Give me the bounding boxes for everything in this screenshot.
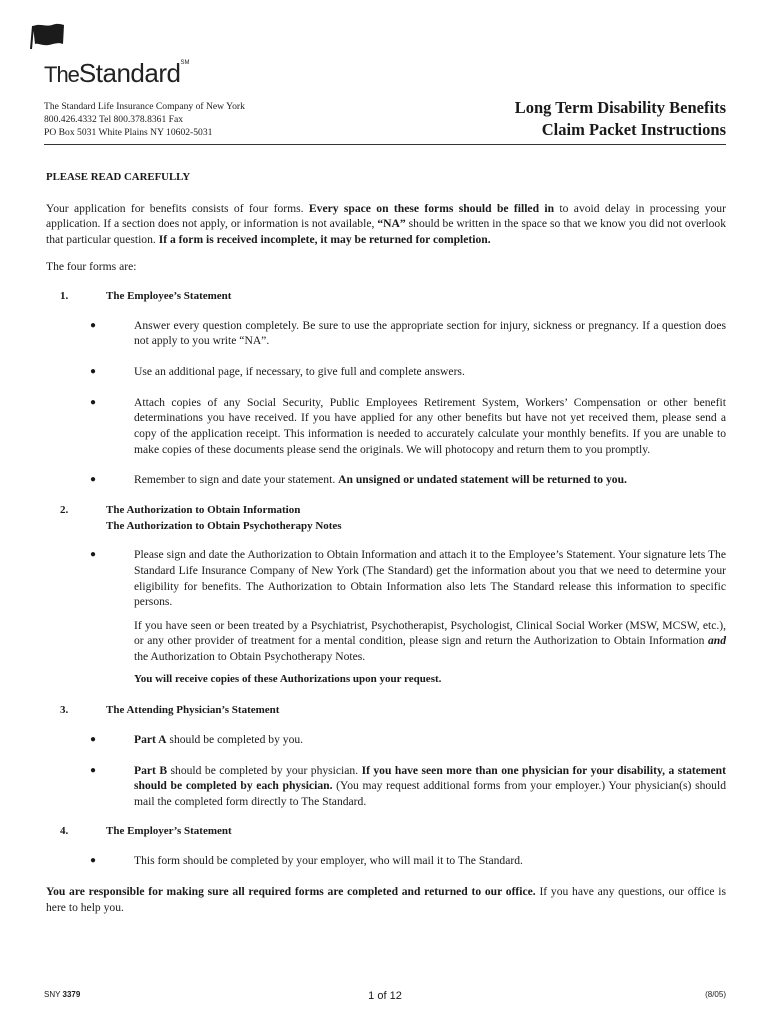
four-forms-label: The four forms are:: [46, 260, 137, 274]
address-line-company: The Standard Life Insurance Company of New York: [44, 101, 245, 112]
address-line-phone: 800.426.4332 Tel 800.378.8361 Fax: [44, 114, 184, 125]
list-item: ● Use an additional page, if necessary, to give full and complete answers.: [46, 364, 726, 380]
bullet-icon: ●: [90, 365, 97, 377]
form-title: The Employee’s Statement: [106, 289, 232, 302]
intro-paragraph: Your application for benefits consists of four forms. Every space on these forms should be filled in to avoid delay in processing your application. If a section does not apply, or information is not available, “NA” should be written in the space so that we know you did not overlook that particular question. If a form is received incomplete, it may be returned for completion.: [46, 201, 726, 246]
closing-paragraph: You are responsible for making sure all required forms are completed and returned to our office. If you have any questions, our office is here to help you.: [46, 885, 726, 914]
form-number: 3.: [60, 704, 69, 717]
list-item: ● Answer every question completely. Be sure to use the appropriate section for injury, sickness or pregnancy. If a question does not apply to you write “NA”.: [46, 318, 726, 349]
page-footer: [44, 990, 726, 1004]
form-title: The Authorization to Obtain Information The Authorization to Obtain Psychotherapy Notes: [106, 504, 342, 532]
form-number: 4.: [60, 825, 69, 838]
title-line-2: Claim Packet Instructions: [541, 120, 726, 139]
list-item: ● Remember to sign and date your statement. An unsigned or undated statement will be returned to you.: [46, 472, 726, 488]
bullet-icon: ●: [90, 396, 97, 408]
form-number: 1.: [60, 289, 69, 302]
bullet-icon: ●: [90, 855, 97, 867]
bullet-icon: ●: [90, 764, 97, 776]
bullet-icon: ●: [90, 474, 97, 486]
form-title: The Attending Physician’s Statement: [106, 704, 280, 717]
form-item-employee-statement: [46, 289, 726, 488]
psychotherapy-note: If you have seen or been treated by a Psychiatrist, Psychotherapist, Psychologist, Clinical Social Worker (MSW, MCSW, etc.), or any other provider of treatment for a mental condition, please sign and return the Authorization to Obtain Information and the Authorization to Obtain Psychotherapy Notes.: [134, 618, 726, 663]
document-body: [46, 170, 726, 915]
list-item: ● Please sign and date the Authorization to Obtain Information and attach it to the Employee’s Statement. Your signature lets The Standard Life Insurance Company of New York (The Standard) get the information about you that we need to determine your eligibility for benefits. The Authorization to Obtain Information also lets The Standard release this information to specific persons.: [46, 547, 726, 609]
address-line-po-box: PO Box 5031 White Plains NY 10602-5031: [44, 127, 213, 138]
document-title: [515, 97, 726, 141]
the-standard-logo: TheStandard℠: [44, 58, 190, 88]
bullet-icon: ●: [90, 319, 97, 331]
form-item-physician-statement: [46, 703, 726, 809]
section-heading: PLEASE READ CAREFULLY: [46, 171, 191, 183]
list-item: ● Part B should be completed by your physician. If you have seen more than one physician for your disability, a statement should be completed by each physician. (You may request additional forms from your employer.) Your physician(s) should mail the completed form directly to The Standard.: [46, 763, 726, 810]
list-item: ● This form should be completed by your employer, who will mail it to The Standard.: [46, 853, 726, 869]
list-item: ● Attach copies of any Social Security, Public Employees Retirement System, Workers’ Compensation or other benefit determinations you have received. If you have applied for any other benefits but have not yet received them, please send a copy of the application receipt. This information is needed to accurately calculate your monthly benefits. If you are unable to make copies of these documents please send the originals. We will photocopy and return them to you promptly.: [46, 395, 726, 457]
company-address: [44, 100, 245, 139]
form-item-authorization: [46, 503, 726, 688]
form-title: The Employer’s Statement: [106, 825, 232, 838]
form-number: 2.: [60, 504, 69, 517]
revision-date: (8/05): [705, 990, 726, 999]
authorization-copies-note: You will receive copies of these Authorizations upon your request.: [134, 673, 442, 686]
page-number: 1 of 12: [368, 990, 402, 1002]
bullet-icon: ●: [90, 549, 97, 561]
form-item-employer-statement: [46, 824, 726, 869]
header-divider: [44, 144, 726, 145]
flag-logo-icon: [30, 22, 66, 52]
title-line-1: Long Term Disability Benefits: [514, 98, 726, 117]
form-code: SNY 3379: [44, 990, 81, 999]
bullet-icon: ●: [90, 733, 97, 745]
list-item: ● Part A should be completed by you.: [46, 732, 726, 748]
